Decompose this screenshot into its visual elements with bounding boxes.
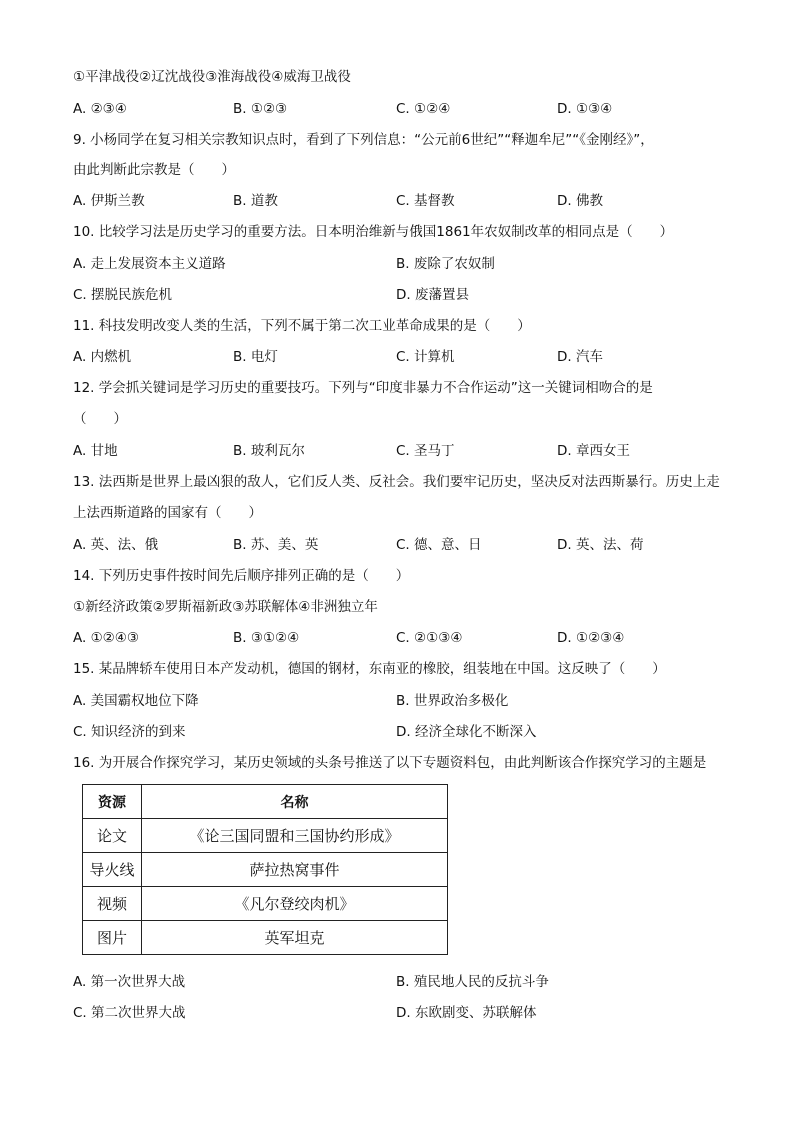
q15-option-b: B. 世界政治多极化 <box>396 693 509 709</box>
question-13-stem-cont: 上法西斯道路的国家有（ ） <box>73 505 262 521</box>
table-cell-resource: 论文 <box>83 819 142 853</box>
table-row <box>83 921 448 955</box>
table-row <box>83 819 448 853</box>
q10-option-a: A. 走上发展资本主义道路 <box>73 256 226 272</box>
question-9-stem-cont: 由此判断此宗教是（ ） <box>73 162 235 178</box>
question-11-stem: 11. 科技发明改变人类的生活，下列不属于第二次工业革命成果的是（ ） <box>73 318 531 334</box>
q14-option-a: A. ①②④③ <box>73 630 139 646</box>
table-cell-resource: 图片 <box>83 921 142 955</box>
q11-option-a: A. 内燃机 <box>73 349 132 365</box>
table-cell-name: 萨拉热窝事件 <box>142 853 448 887</box>
q14-option-d: D. ①②③④ <box>557 630 625 646</box>
q13-option-d: D. 英、法、荷 <box>557 537 644 553</box>
table-cell-name: 《凡尔登绞肉机》 <box>142 887 448 921</box>
question-14-stem: 14. 下列历史事件按时间先后顺序排列正确的是（ ） <box>73 568 410 584</box>
table-cell-resource: 导火线 <box>83 853 142 887</box>
question-10-stem: 10. 比较学习法是历史学习的重要方法。日本明治维新与俄国1861年农奴制改革的相同点是（ ） <box>73 224 674 240</box>
q15-option-d: D. 经济全球化不断深入 <box>396 724 537 740</box>
q9-option-c: C. 基督教 <box>396 193 455 209</box>
q13-option-c: C. 德、意、日 <box>396 537 482 553</box>
resource-table <box>82 784 448 955</box>
q12-option-b: B. 玻利瓦尔 <box>233 443 305 459</box>
q11-option-b: B. 电灯 <box>233 349 278 365</box>
question-13-stem: 13. 法西斯是世界上最凶狠的敌人，它们反人类、反社会。我们要牢记历史，坚决反对法西斯暴行。历史上走 <box>73 474 720 490</box>
q16-option-c: C. 第二次世界大战 <box>73 1005 186 1021</box>
option-d: D. ①③④ <box>557 101 613 117</box>
q9-option-b: B. 道教 <box>233 193 278 209</box>
q12-option-a: A. 甘地 <box>73 443 118 459</box>
q11-option-d: D. 汽车 <box>557 349 603 365</box>
q16-option-a: A. 第一次世界大战 <box>73 974 186 990</box>
question-12-stem: 12. 学会抓关键词是学习历史的重要技巧。下列与“印度非暴力不合作运动”这一关键词相吻合的是 <box>73 380 653 396</box>
q15-option-a: A. 美国霸权地位下降 <box>73 693 199 709</box>
option-b: B. ①②③ <box>233 101 288 117</box>
q12-option-d: D. 章西女王 <box>557 443 630 459</box>
question-9-stem: 9. 小杨同学在复习相关宗教知识点时，看到了下列信息：“公元前6世纪”“释迦牟尼”“《金刚经》”， <box>73 132 654 148</box>
question-12-stem-cont: （ ） <box>73 411 127 427</box>
table-row <box>83 887 448 921</box>
q12-option-c: C. 圣马丁 <box>396 443 455 459</box>
q11-option-c: C. 计算机 <box>396 349 455 365</box>
question-items: ①平津战役②辽沈战役③淮海战役④威海卫战役 <box>73 69 351 85</box>
table-header-row <box>83 785 448 819</box>
table-cell-resource: 视频 <box>83 887 142 921</box>
q14-option-c: C. ②①③④ <box>396 630 463 646</box>
table-header-resource: 资源 <box>83 785 142 819</box>
question-14-items: ①新经济政策②罗斯福新政③苏联解体④非洲独立年 <box>73 599 378 615</box>
q10-option-c: C. 摆脱民族危机 <box>73 287 173 303</box>
q16-option-b: B. 殖民地人民的反抗斗争 <box>396 974 549 990</box>
question-15-stem: 15. 某品牌轿车使用日本产发动机，德国的钢材，东南亚的橡胶，组装地在中国。这反映了（ ） <box>73 661 666 677</box>
q14-option-b: B. ③①②④ <box>233 630 300 646</box>
q10-option-d: D. 废藩置县 <box>396 287 469 303</box>
table-cell-name: 《论三国同盟和三国协约形成》 <box>142 819 448 853</box>
table-header-name: 名称 <box>142 785 448 819</box>
q15-option-c: C. 知识经济的到来 <box>73 724 186 740</box>
question-16-stem: 16. 为开展合作探究学习，某历史领域的头条号推送了以下专题资料包，由此判断该合作探究学习的主题是 <box>73 755 707 771</box>
q13-option-a: A. 英、法、俄 <box>73 537 159 553</box>
table-cell-name: 英军坦克 <box>142 921 448 955</box>
option-c: C. ①②④ <box>396 101 451 117</box>
table-row <box>83 853 448 887</box>
q10-option-b: B. 废除了农奴制 <box>396 256 495 272</box>
q9-option-a: A. 伊斯兰教 <box>73 193 145 209</box>
q16-option-d: D. 东欧剧变、苏联解体 <box>396 1005 537 1021</box>
option-a: A. ②③④ <box>73 101 127 117</box>
q9-option-d: D. 佛教 <box>557 193 603 209</box>
q13-option-b: B. 苏、美、英 <box>233 537 319 553</box>
